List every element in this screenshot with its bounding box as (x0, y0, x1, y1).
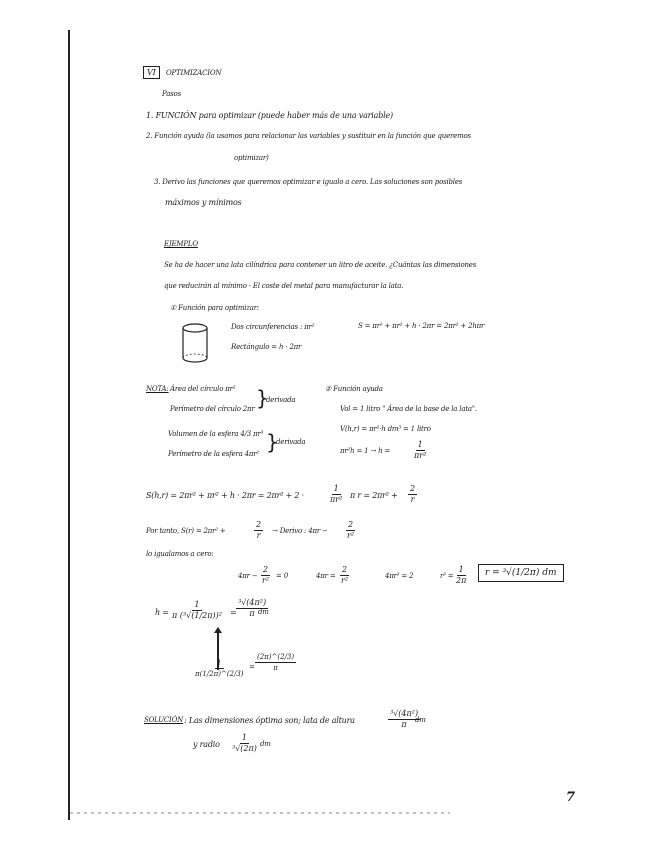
brace-2: } (266, 430, 279, 454)
circunferencias-text: Dos circunferencias : πr² (231, 323, 315, 331)
surface-sum: S = πr² + πr² + h · 2πr = 2πr² + 2hπr (358, 322, 485, 330)
eq-4: r³ = (440, 572, 454, 580)
nota-label: NOTA: (146, 385, 169, 393)
ayuda-h-fraction: $\frac{1}{\text{πr²}}$ (414, 440, 427, 460)
step-2-cont: optimizar) (234, 154, 269, 162)
rectangulo-text: Rectángulo = h · 2πr (231, 343, 302, 351)
solucion-radio-unit: dm (260, 740, 271, 748)
h-fraction: $\frac{1}{\text{π (³√(1/2π))²}}$ (172, 600, 222, 620)
nota-line-1: Área del círculo πr² (170, 385, 236, 393)
s-hr-equation: S(h,r) = 2πr² + πr² + h · 2πr = 2πr² + 2 · (146, 491, 304, 500)
h-result-fraction: $\frac{\text{³√(4π²)}}{\pi}$ (238, 598, 267, 618)
nota-line-3: Volumen de la esfera 4/3 πr³ (168, 430, 264, 438)
derivo-fraction: $\frac{2}{\text{r²}}$ (347, 520, 355, 540)
pasos-label: Pasos (162, 90, 181, 98)
step-3: 3. Derivo las funciones que queremos optimizar e igualo a cero. Las soluciones son posibles (154, 178, 463, 186)
page-number: 7 (566, 790, 576, 805)
step-1: 1. FUNCIÓN para optimizar (puede haber más de una variable) (146, 111, 393, 120)
ejemplo-line-2: que reducirán al mínimo · El coste del metal para manufacturar la lata. (164, 282, 404, 290)
lower-lhs-fraction: $\frac{1}{\pi(1/2\pi)\^{}(2/3)}$ (195, 659, 244, 678)
solucion-line-1: : Las dimensiones óptima son; lata de altura (184, 716, 355, 725)
solucion-line-2: y radio (193, 740, 220, 749)
brace-1-label: derivada (266, 396, 296, 404)
step-3-cont: máximos y mínimos (165, 198, 242, 207)
derivo-text: → Derivo : 4πr − (272, 527, 328, 535)
lower-equals: = (249, 663, 255, 671)
h-label: h = (155, 608, 169, 617)
solucion-radio-fraction: $\frac{1}{\text{³√(2π)}}$ (232, 733, 257, 753)
solucion-altura-fraction: $\frac{\text{³√(4π²)}}{\pi}$ (390, 709, 419, 729)
por-tanto-fraction: $\frac{2}{r}$ (256, 520, 262, 540)
s-hr-tail: π r = 2πr² + (350, 491, 398, 500)
eq-4-fraction: $\frac{1}{2\pi}$ (456, 565, 467, 585)
solucion-altura-unit: dm (415, 716, 426, 724)
cylinder-drawing (180, 322, 210, 366)
ayuda-line-3: πr²h = 1 → h = (340, 447, 391, 455)
solucion-label: SOLUCIÓN (144, 716, 184, 724)
por-tanto-text: Por tanto, S(r) = 2πr² + (146, 527, 226, 535)
h-unit: dm (258, 608, 269, 616)
s-hr-tail-fraction: $\frac{2}{r}$ (410, 484, 416, 504)
h-equals: = (230, 608, 237, 617)
nota-line-4: Perímetro de la esfera 4πr² (168, 450, 260, 458)
nota-line-2: Perímetro del círculo 2πr (170, 405, 255, 413)
funcion-ayuda-label: ② Función ayuda (325, 385, 383, 393)
ayuda-line-2: V(h,r) = πr²·h dm³ = 1 litro (340, 425, 431, 433)
eq-1-fraction: $\frac{2}{\text{r²}}$ (262, 565, 270, 585)
s-hr-fraction: $\frac{1}{\text{πr²}}$ (330, 484, 343, 504)
section-title: OPTIMIZACION (166, 69, 222, 77)
step-2: 2. Función ayuda (la usamos para relacionar las variables y sustituir en la función que queremos (146, 132, 471, 140)
eq-1-tail: = 0 (276, 572, 288, 580)
eq-2-fraction: $\frac{2}{\text{r²}}$ (341, 565, 349, 585)
eq-3: 4πr³ = 2 (385, 572, 414, 580)
radius-result-box: r = ³√(1/2π) dm (478, 564, 564, 582)
ejemplo-heading: EJEMPLO (164, 240, 198, 248)
brace-2-label: derivada (276, 438, 306, 446)
eq-1: 4πr − (238, 572, 258, 580)
section-number: VI (143, 66, 160, 79)
lower-rhs-fraction: $\frac{(2\pi)\^{}(2/3)}{\pi}$ (257, 653, 295, 672)
igualamos-text: lo igualamos a cero: (146, 550, 214, 558)
brace-1: } (256, 386, 269, 410)
ejemplo-line-1: Se ha de hacer una lata cilíndrica para contener un litro de aceite. ¿Cuántas las dimensiones (164, 261, 477, 269)
ayuda-line-1: Vol = 1 litro " Área de la base de la lata". (340, 405, 477, 413)
scan-noise (70, 812, 450, 814)
margin-line (68, 30, 70, 820)
funcion-optimizar-label: ① Función para optimizar: (170, 304, 260, 312)
eq-2: 4πr = (316, 572, 336, 580)
